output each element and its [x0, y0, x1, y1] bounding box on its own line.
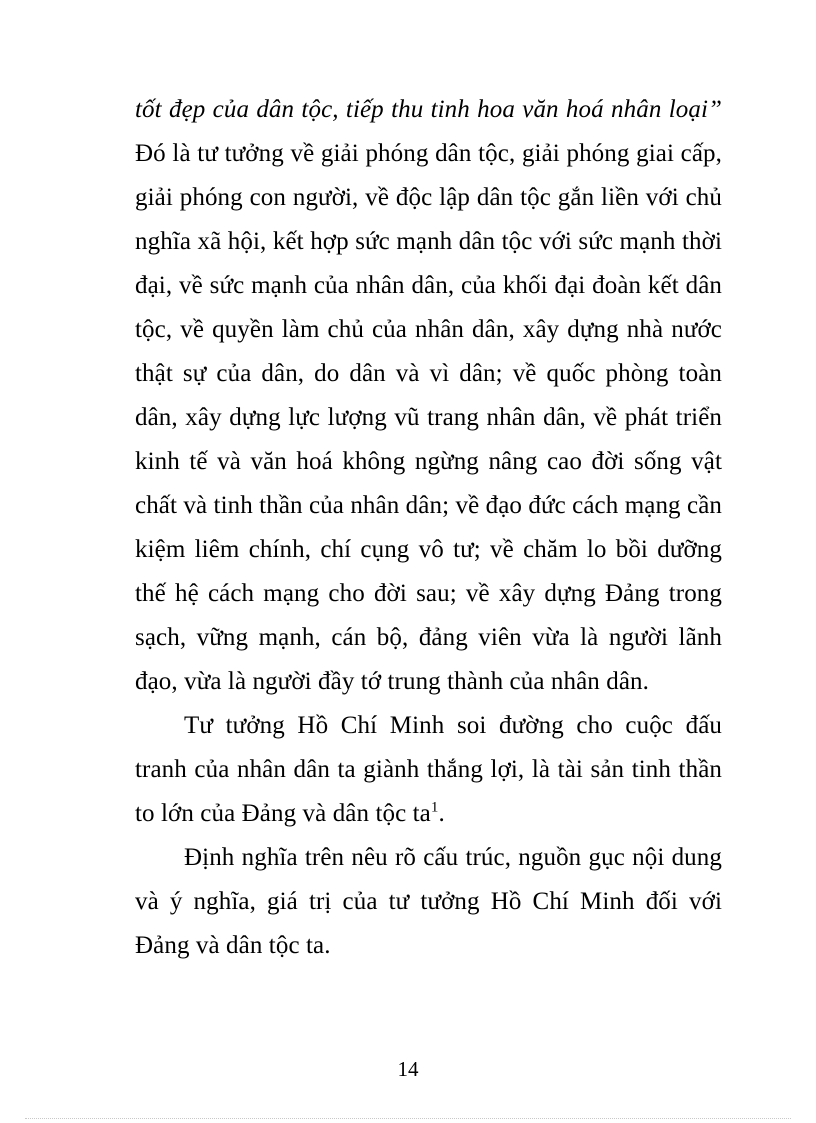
page-number: 14 [397, 1057, 419, 1081]
paragraph-text: Định nghĩa trên nêu rõ cấu trúc, nguồn gục nội dung và ý nghĩa, giá trị của tư tưởng Hồ Chí Minh đối với Đảng và dân tộc ta. [135, 844, 722, 959]
paragraph-definition-summary [135, 836, 722, 968]
paragraph-text: Đó là tư tưởng về giải phóng dân tộc, giải phóng giai cấp, giải phóng con người, về độc lập dân tộc gắn liền với chủ nghĩa xã hội, kết hợp sức mạnh dân tộc với sức mạnh thời đại, về sức mạnh của nhân dân, của khối đại đoàn kết dân tộc, về quyền làm chủ của nhân dân, xây dựng nhà nước thật sự của dân, do dân và vì dân; về quốc phòng toàn dân, xây dựng lực lượng vũ trang nhân dân, về phát triển kinh tế và văn hoá không ngừng nâng cao đời sống vật chất và tinh thần của nhân dân; về đạo đức cách mạng cần kiệm liêm chính, chí cụng vô tư; về chăm lo bồi dưỡng thế hệ cách mạng cho đời sau; về xây dựng Đảng trong sạch, vững mạnh, cán bộ, đảng viên vừa là người lãnh đạo, vừa là người đầy tớ trung thành của nhân dân. [135, 140, 722, 695]
paragraph-text: Tư tưởng Hồ Chí Minh soi đường cho cuộc đấu tranh của nhân dân ta giành thắng lợi, là tài sản tinh thần to lớn của Đảng và dân tộc ta [135, 712, 722, 827]
italic-quote-ending: tốt đẹp của dân tộc, tiếp thu tinh hoa văn hoá nhân loại” [135, 96, 722, 123]
page-body [135, 88, 722, 968]
bottom-divider [25, 1118, 791, 1119]
footnote-reference[interactable]: 1 [430, 799, 439, 816]
paragraph-ho-chi-minh-thought [135, 704, 722, 836]
paragraph-end-punctuation: . [438, 800, 445, 827]
paragraph-continued [135, 88, 722, 704]
